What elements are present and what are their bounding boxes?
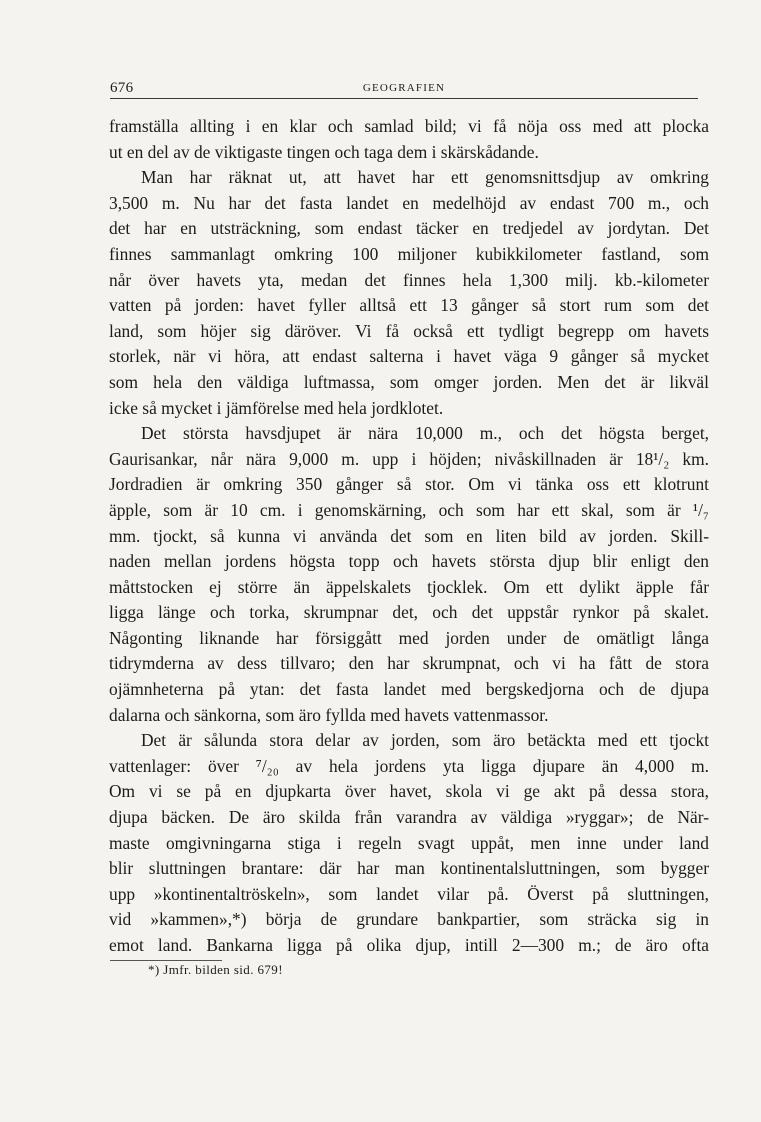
text-line: emot land. Bankarna ligga på olika djup, intill 2—300 m.; de äro ofta [109, 935, 709, 955]
text-line: maste omgivningarna stiga i regeln svagt uppåt, men inne under land [109, 832, 709, 853]
text-line: ojämnheterna på ytan: det fasta landet med bergskedjorna och de djupa [109, 679, 709, 700]
text-line: icke så mycket i jämförelse med hela jordklotet. [109, 397, 444, 418]
text-line: vid »kammen»,*) börja de grundare bankpartier, som sträcka sig in [109, 909, 709, 930]
text-line: tidrymderna av dess tillvaro; den har skrumpnat, och vi ha fått de stora [109, 653, 709, 674]
text-line: når över havets yta, medan det finnes hela 1,300 milj. kb.-kilometer [109, 269, 709, 290]
text-line: ligga länge och torka, skrumpnar det, och det uppstår rynkor på skalet. [109, 602, 709, 623]
running-head [110, 78, 698, 99]
running-title: GEOGRAFIEN [362, 82, 446, 94]
text-line: 3,500 m. Nu har det fasta landet en medelhöjd av endast 700 m., och [109, 192, 709, 213]
text-line: Man har räknat ut, att havet har ett genomsnittsdjup av omkring [141, 167, 709, 188]
footnote: *) Jmfr. bilden sid. 679! [148, 962, 283, 977]
body-text [109, 114, 709, 959]
text-line: naden mellan jordens högsta topp och havets största djup blir enligt den [109, 551, 709, 572]
text-line: Om vi se på en djupkarta över havet, skola vi ge akt på dessa stora, [109, 781, 709, 802]
text-line: Jordradien är omkring 350 gånger så stor. Om vi tänka oss ett klotrunt [109, 474, 709, 495]
text-line: vattenlager: över ⁷/₂₀ av hela jordens yta ligga djupare än 4,000 m. [109, 755, 709, 776]
text-line: dalarna och sänkorna, som äro fyllda med havets vattenmassor. [109, 704, 549, 725]
page-number: 676 [110, 80, 134, 96]
text-line: land, som höjer sig däröver. Vi få också ett tydligt begrepp om havets [109, 320, 709, 341]
text-line: Det är sålunda stora delar av jorden, som äro betäckta med ett tjockt [141, 730, 709, 751]
text-line: vatten på jorden: havet fyller alltså ett 13 gånger så stort rum som det [109, 295, 709, 316]
text-line: Det största havsdjupet är nära 10,000 m., och det högsta berget, [141, 423, 709, 444]
text-line: storlek, när vi höra, att endast salterna i havet väga 9 gånger så mycket [109, 346, 709, 367]
text-line: ut en del av de viktigaste tingen och taga dem i skärskådande. [109, 141, 539, 162]
text-line: Gaurisankar, når nära 9,000 m. upp i höjden; nivåskillnaden är 18¹/₂ km. [109, 448, 709, 469]
text-line: finnes sammanlagt omkring 100 miljoner kubikkilometer fastland, som [109, 243, 709, 264]
footnote-rule [110, 960, 222, 961]
text-line: framställa allting i en klar och samlad bild; vi få nöja oss med att plocka [109, 116, 709, 136]
text-line: blir sluttningen brantare: där har man kontinentalsluttningen, som bygger [109, 858, 709, 879]
text-line: måttstocken ej större än äppelskalets tjocklek. Om ett dylikt äpple får [109, 576, 709, 597]
text-line: upp »kontinentaltröskeln», som landet vilar på. Överst på sluttningen, [109, 883, 709, 904]
text-line: äpple, som är 10 cm. i genomskärning, och som har ett skal, som är ¹/₇ [109, 499, 709, 520]
text-line: som hela den väldiga luftmassa, som omger jorden. Men det är likväl [109, 371, 709, 392]
text-line: det har en utsträckning, som endast täcker en tredjedel av jordytan. Det [109, 218, 709, 239]
text-line: djupa bäcken. De äro skilda från varandra av väldiga »ryggar»; de När- [109, 807, 709, 828]
text-line: mm. tjockt, så kunna vi använda det som en liten bild av jorden. Skill- [109, 525, 709, 546]
text-line: Någonting liknande har försiggått med jorden under de omätligt långa [109, 627, 709, 648]
